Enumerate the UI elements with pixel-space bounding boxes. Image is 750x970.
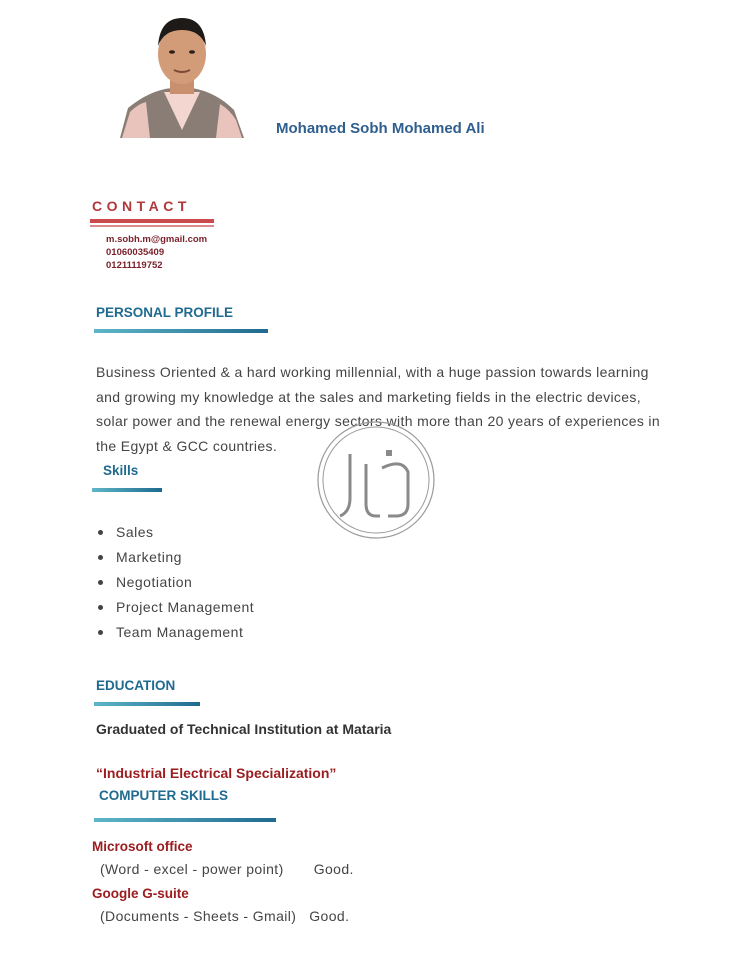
- watermark-seal: [316, 420, 436, 540]
- contact-divider: [90, 219, 214, 223]
- computer-skills-heading: COMPUTER SKILLS: [99, 788, 229, 803]
- education-specialization: “Industrial Electrical Specialization”: [96, 765, 337, 781]
- education-heading: EDUCATION: [96, 678, 176, 693]
- list-item: Team Management: [98, 620, 254, 645]
- skills-list: [98, 520, 254, 645]
- contact-divider-secondary: [90, 225, 214, 227]
- ms-office-label: Microsoft office: [92, 839, 193, 854]
- contact-email[interactable]: m.sobh.m@gmail.com: [106, 234, 208, 245]
- candidate-name: Mohamed Sobh Mohamed Ali: [276, 120, 485, 137]
- list-item: Sales: [98, 520, 254, 545]
- computer-skills-divider: [94, 818, 276, 822]
- profile-divider: [94, 329, 268, 333]
- contact-phone-2[interactable]: 01211119752: [106, 260, 163, 271]
- gsuite-detail: (Documents - Sheets - Gmail) Good.: [100, 908, 350, 924]
- list-item: Negotiation: [98, 570, 254, 595]
- gsuite-label: Google G-suite: [92, 886, 189, 901]
- contact-phone-1[interactable]: 01060035409: [106, 247, 165, 258]
- skills-heading: Skills: [103, 463, 139, 478]
- list-item: Marketing: [98, 545, 254, 570]
- ms-office-detail: (Word - excel - power point) Good.: [100, 861, 354, 877]
- skills-divider: [92, 488, 162, 492]
- profile-text: Business Oriented & a hard working millennial, with a huge passion towards learning and growing my knowledge at the sales and marketing fields in the electric devices, solar power and the renewal energy sectors with more than 20 years of experiences in the Egypt & GCC countries.: [96, 364, 661, 454]
- profile-heading: PERSONAL PROFILE: [96, 305, 234, 320]
- contact-heading: CONTACT: [92, 198, 191, 214]
- education-degree: Graduated of Technical Institution at Mataria: [96, 721, 392, 737]
- education-divider: [94, 702, 200, 706]
- list-item: Project Management: [98, 595, 254, 620]
- profile-photo: [120, 12, 244, 138]
